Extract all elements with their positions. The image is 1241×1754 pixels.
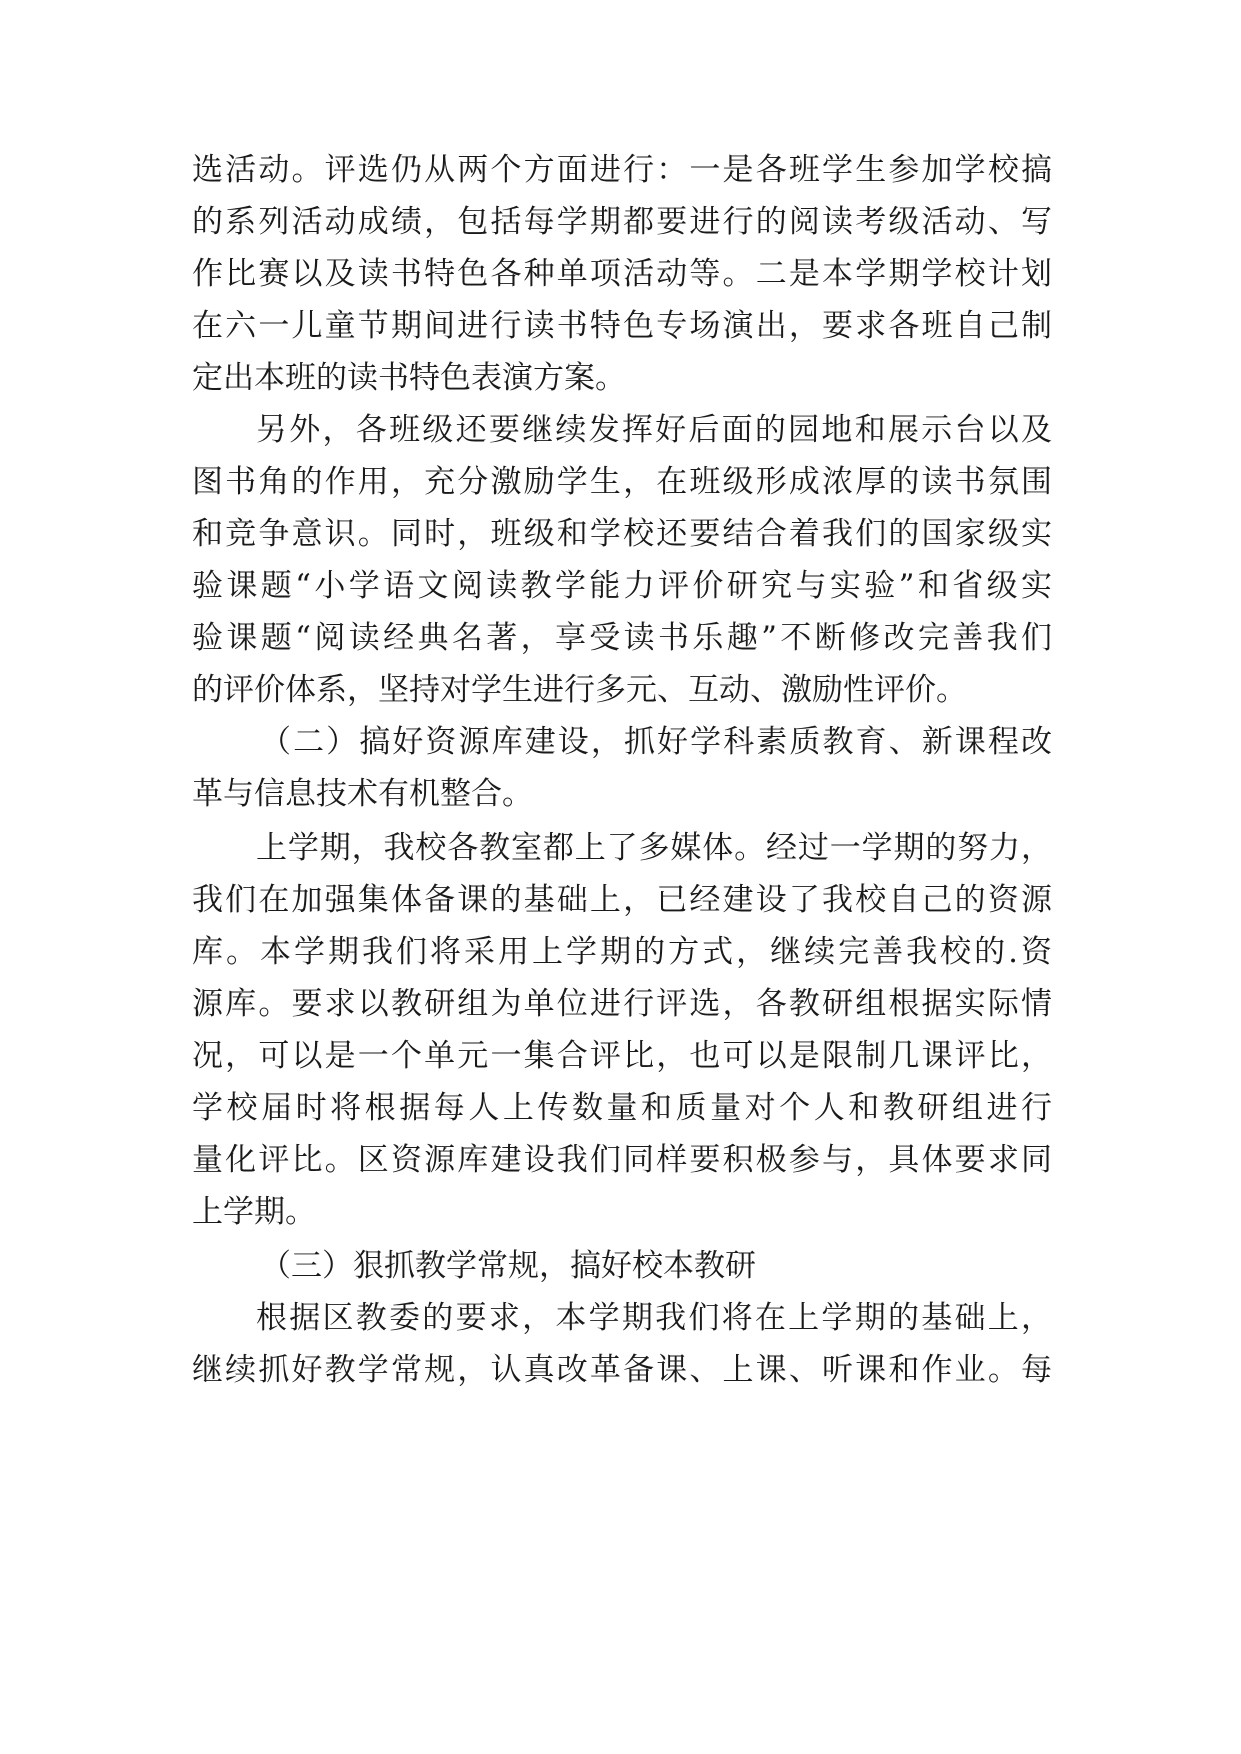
text-line: 验课题“小学语文阅读教学能力评价研究与实验”和省级实: [192, 568, 1052, 604]
text-line: 源库。要求以教研组为单位进行评选，各教研组根据实际情: [192, 986, 1052, 1022]
paragraph-first-line: 上学期，我校各教室都上了多媒体。经过一学期的努力，: [256, 830, 1052, 866]
paragraph-first-line: 根据区教委的要求，本学期我们将在上学期的基础上，: [256, 1300, 1052, 1336]
text-line: 况，可以是一个单元一集合评比，也可以是限制几课评比，: [192, 1038, 1052, 1074]
text-line: 验课题“阅读经典名著，享受读书乐趣”不断修改完善我们: [192, 620, 1052, 656]
text-line: 上学期。: [192, 1194, 316, 1230]
section-heading: （二）搞好资源库建设，抓好学科素质教育、新课程改: [260, 724, 1052, 760]
section-heading-cont: 革与信息技术有机整合。: [192, 776, 533, 812]
text-line: 我们在加强集体备课的基础上，已经建设了我校自己的资源: [192, 882, 1052, 918]
text-line: 定出本班的读书特色表演方案。: [192, 360, 626, 396]
text-line: 和竞争意识。同时，班级和学校还要结合着我们的国家级实: [192, 516, 1052, 552]
text-line: 在六一儿童节期间进行读书特色专场演出，要求各班自己制: [192, 308, 1052, 344]
text-line: 的评价体系，坚持对学生进行多元、互动、激励性评价。: [192, 672, 967, 708]
text-line: 选活动。评选仍从两个方面进行：一是各班学生参加学校搞: [192, 152, 1052, 188]
paragraph-first-line: 另外，各班级还要继续发挥好后面的园地和展示台以及: [256, 412, 1052, 448]
text-line: 量化评比。区资源库建设我们同样要积极参与，具体要求同: [192, 1142, 1052, 1178]
text-line: 继续抓好教学常规，认真改革备课、上课、听课和作业。每: [192, 1352, 1052, 1388]
text-line: 图书角的作用，充分激励学生，在班级形成浓厚的读书氛围: [192, 464, 1052, 500]
text-line: 作比赛以及读书特色各种单项活动等。二是本学期学校计划: [192, 256, 1052, 292]
text-line: 库。本学期我们将采用上学期的方式，继续完善我校的.资: [192, 934, 1052, 970]
text-line: 学校届时将根据每人上传数量和质量对个人和教研组进行: [192, 1090, 1052, 1126]
text-line: 的系列活动成绩，包括每学期都要进行的阅读考级活动、写: [192, 204, 1052, 240]
section-heading: （三）狠抓教学常规，搞好校本教研: [260, 1248, 756, 1284]
